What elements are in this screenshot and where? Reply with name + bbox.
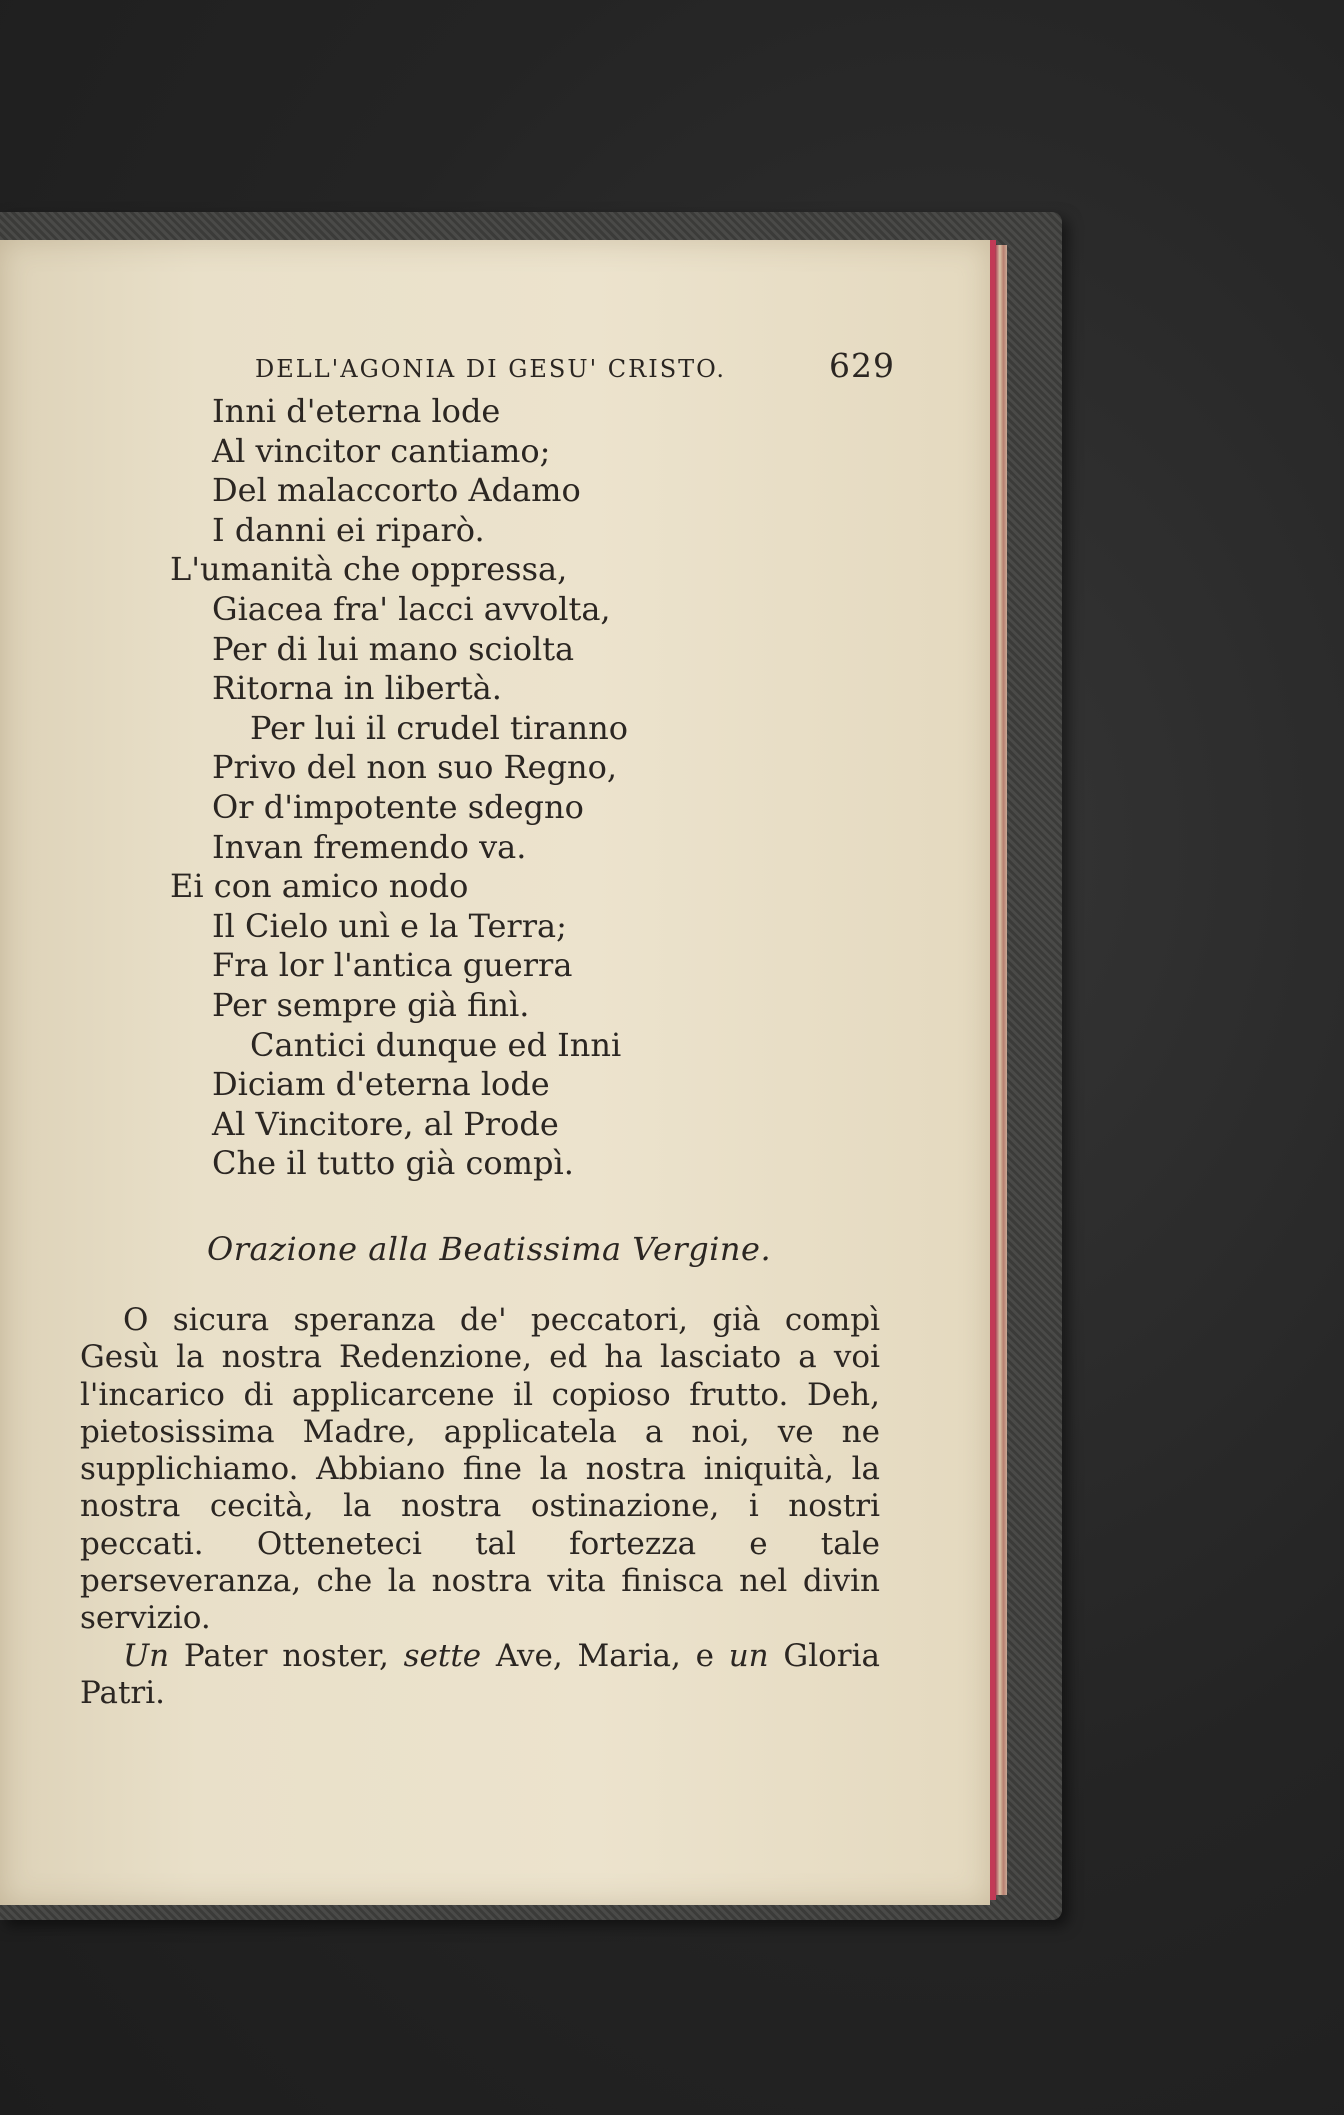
running-title: DELL'AGONIA DI GESU' CRISTO. [255, 355, 727, 383]
prayer-body: O sicura speranza de' peccatori, già compì Gesù la nostra Redenzione, ed ha lasciato a voi l'incarico di applicarcene il copioso frutto. Deh, pietosissima Madre, applicatela a noi, ve ne supplichiamo. Abbiano fine la nostra iniquità, la nostra cecità, la nostra ostinazione, i nostri peccati. Otteneteci tal fortezza e tale perseveranza, che la nostra vita finisca nel divin servizio. [80, 1302, 880, 1637]
hymn-line: Inni d'eterna lode [212, 392, 501, 430]
hymn-line: Diciam d'eterna lode [212, 1065, 550, 1104]
rubric-word: sette [403, 1637, 482, 1674]
hymn-verses [0, 392, 990, 1184]
rubric-word: un [728, 1637, 769, 1674]
hymn-line: Per di lui mano sciolta [212, 629, 575, 668]
page-header [255, 346, 895, 390]
page-edge [995, 245, 1007, 1895]
hymn-line: Cantici dunque ed Inni [250, 1025, 622, 1064]
hymn-line: Invan fremendo va. [212, 827, 527, 866]
hymn-line: L'umanità che oppressa, [170, 550, 568, 589]
page-number: 629 [829, 346, 895, 385]
hymn-line: Il Cielo unì e la Terra; [212, 906, 567, 945]
hymn-line: Or d'impotente sdegno [212, 787, 584, 826]
prayer-title: Orazione alla Beatissima Vergine. [207, 1230, 772, 1268]
rubric-text: Pater noster, [169, 1637, 404, 1674]
prayer-text [80, 1302, 880, 1712]
hymn-line: Per sempre già finì. [212, 985, 530, 1024]
rubric-text: Ave, Maria, e [481, 1637, 729, 1674]
hymn-line: Fra lor l'antica guerra [212, 946, 573, 985]
hymn-line: Privo del non suo Regno, [212, 748, 618, 787]
hymn-line: Al vincitor cantiamo; [212, 431, 551, 470]
hymn-line: Che il tutto già compì. [212, 1144, 574, 1183]
rubric-text: Gloria Patri. [80, 1637, 880, 1711]
hymn-line: Per lui il crudel tiranno [250, 708, 628, 747]
hymn-line: Ei con amico nodo [170, 867, 469, 906]
hymn-line: Al Vincitore, al Prode [212, 1104, 559, 1143]
hymn-line: I danni ei riparò. [212, 510, 485, 549]
rubric-word: Un [123, 1637, 170, 1674]
prayer-rubric [80, 1638, 880, 1713]
hymn-line: Del malaccorto Adamo [212, 471, 581, 510]
hymn-line: Ritorna in libertà. [212, 669, 502, 708]
hymn-line: Giacea fra' lacci avvolta, [212, 589, 611, 628]
